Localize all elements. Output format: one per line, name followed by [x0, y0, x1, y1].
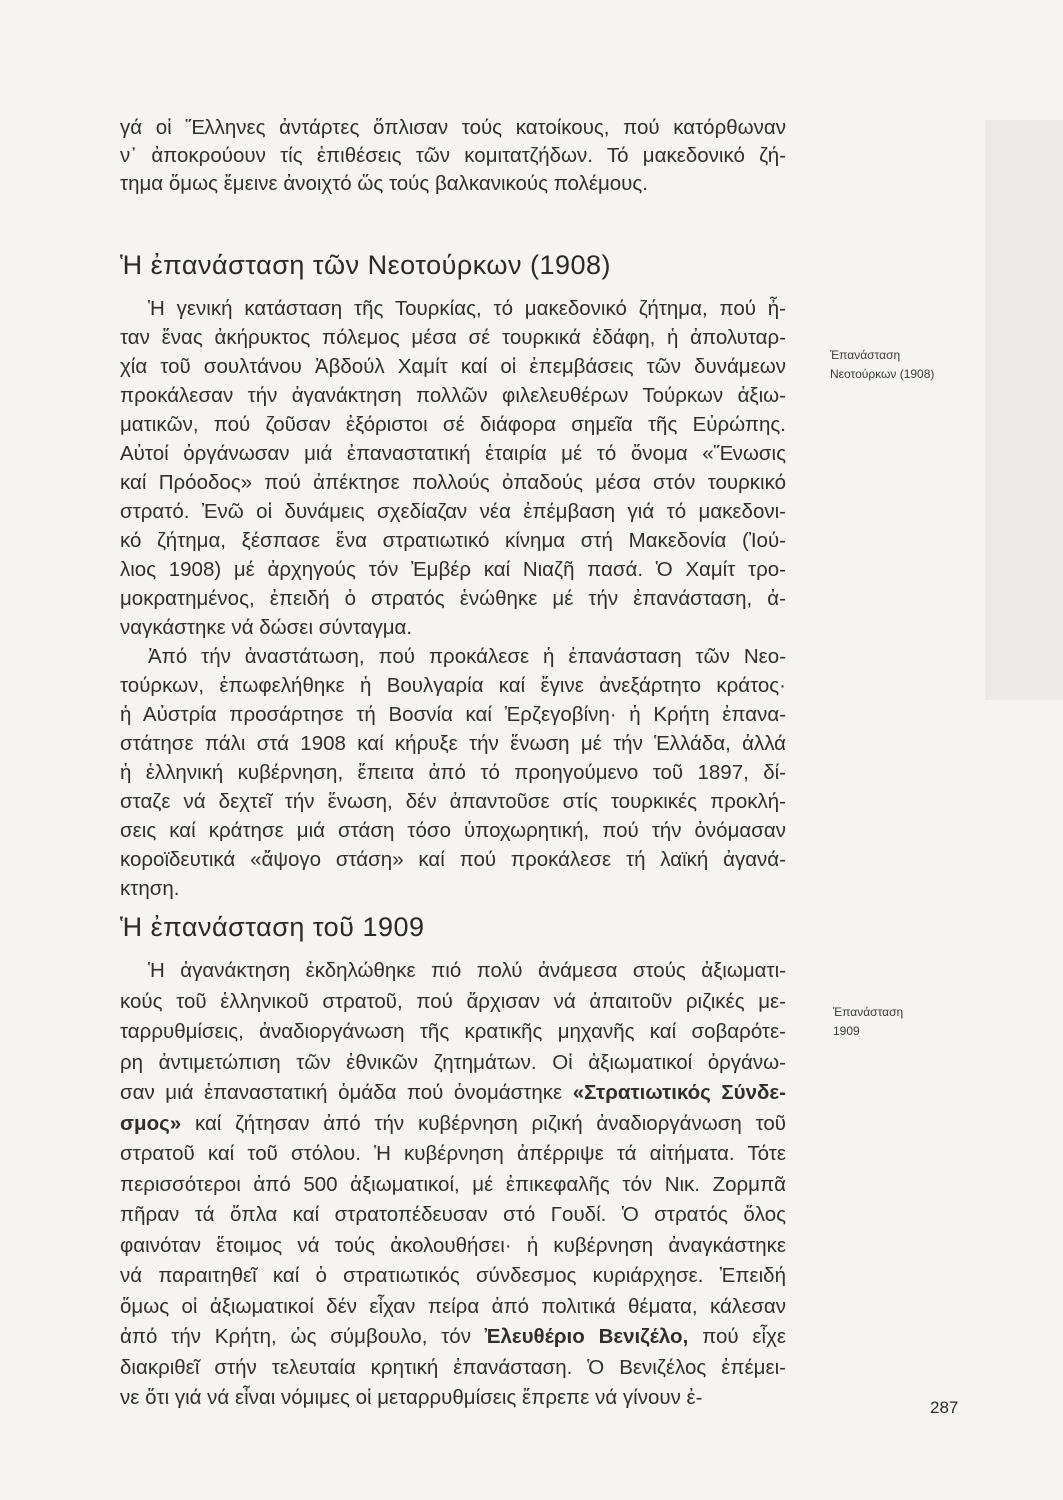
text-line: περισσότεροι ἀπό 500 ἀξιωματικοί, μέ ἐπικεφαλῆς τόν Νικ. Ζορμπᾶ: [120, 1172, 786, 1196]
text-line: κούς τοῦ ἑλληνικοῦ στρατοῦ, πού ἄρχισαν νά ἀπαιτοῦν ριζικές με-: [120, 989, 786, 1013]
text-line: φαινόταν ἕτοιμος νά τούς ἀκολουθήσει· ἡ κυβέρνηση ἀναγκάστηκε: [120, 1233, 786, 1257]
bold-term: σμος»: [120, 1111, 182, 1135]
text-segment: πού εἶχε: [688, 1325, 786, 1348]
text-line: ταρρυθμίσεις, ἀναδιοργάνωση τῆς κρατικῆς μηχανῆς καί σοβαρότε-: [120, 1020, 786, 1043]
text-line: γά οἱ Ἕλληνες ἀντάρτες ὅπλισαν τούς κατοίκους, πού κατόρθωναν: [120, 116, 786, 139]
text-line: κτηση.: [120, 877, 180, 900]
text-line: ὅμως οἱ ἀξιωματικοί δέν εἶχαν πείρα ἀπό πολιτικά θέματα, κάλεσαν: [120, 1294, 786, 1318]
text-segment: ἀπό τήν Κρήτη, ὡς σύμβουλο, τόν: [120, 1325, 485, 1348]
text-line: κό ζήτημα, ξέσπασε ἕνα στρατιωτικό κίνημα στή Μακεδονία (Ἰού-: [120, 529, 786, 552]
text-line: προκάλεσαν τήν ἀγανάκτηση πολλῶν φιλελευθέρων Τούρκων ἀξιω-: [120, 384, 786, 407]
text-segment: σαν μιά ἐπαναστατική ὁμάδα πού ὀνομάστηκε: [120, 1081, 573, 1104]
margin-note-young-turks: [830, 346, 934, 384]
text-line: Ἡ ἀγανάκτηση ἐκδηλώθηκε πιό πολύ ἀνάμεσα στούς ἀξιωματι-: [148, 959, 786, 982]
text-line: [120, 1078, 786, 1109]
text-line: στάτησε πάλι στά 1908 καί κήρυξε τήν ἕνωση μέ τήν Ἑλλάδα, ἀλλά: [120, 732, 786, 755]
margin-note-line: Νεοτούρκων (1908): [830, 367, 935, 381]
text-line: τούρκων, ἐπωφελήθηκε ἡ Βουλγαρία καί ἔγινε ἀνεξάρτητο κράτος·: [120, 674, 786, 697]
paragraph-intro: [120, 114, 786, 198]
text-line: ἡ ἑλληνική κυβέρνηση, ἔπειτα ἀπό τό προηγούμενο τοῦ 1897, δί-: [120, 761, 786, 784]
text-line: Ἀπό τήν ἀναστάτωση, πού προκάλεσε ἡ ἐπανάσταση τῶν Νεο-: [148, 645, 786, 668]
text-line: καί Πρόοδος» πού ἀπέκτησε πολλούς ὀπαδούς μέσα στόν τουρκικό: [120, 471, 786, 494]
heading-1909-revolution: Ἡ ἐπανάσταση τοῦ 1909: [120, 912, 425, 942]
text-line: στρατοῦ καί τοῦ στόλου. Ἡ κυβέρνηση ἀπέρριψε τά αἰτήματα. Τότε: [120, 1142, 786, 1165]
text-line: διακριθεῖ στήν τελευταία κρητική ἐπανάσταση. Ὁ Βενιζέλος ἐπέμει-: [120, 1355, 786, 1379]
text-line: στρατό. Ἐνῶ οἱ δυνάμεις σχεδίαζαν νέα ἐπέμβαση γιά τό μακεδονι-: [120, 500, 786, 523]
page-number: 287: [930, 1398, 959, 1417]
text-line: ναγκάστηκε νά δώσει σύνταγμα.: [120, 616, 413, 639]
bold-term: Ἐλευθέριο Βενιζέλο,: [484, 1325, 689, 1348]
paragraph-young-turks: [120, 294, 786, 903]
text-line: μοκρατημένος, ἐπειδή ὁ στρατός ἑνώθηκε μέ τήν ἐπανάσταση, ἀ-: [120, 587, 786, 610]
margin-note-line: 1909: [833, 1024, 860, 1038]
text-line: [120, 1109, 786, 1140]
text-line: ἡ Αὐστρία προσάρτησε τή Βοσνία καί Ἐρζεγοβίνη· ἡ Κρήτη ἐπανα-: [120, 703, 786, 726]
page-edge-shadow: [985, 120, 1063, 700]
heading-young-turks: Ἡ ἐπανάσταση τῶν Νεοτούρκων (1908): [120, 250, 612, 280]
text-line: ματικῶν, πού ζοῦσαν ἐξόριστοι σέ διάφορα σημεῖα τῆς Εὐρώπης.: [120, 413, 786, 436]
text-line: κοροϊδευτικά «ἄψογο στάση» καί πού προκάλεσε τή λαϊκή ἀγανά-: [120, 848, 786, 871]
margin-note-line: Ἐπανάσταση: [830, 348, 901, 362]
text-line: ρη ἀντιμετώπιση τῶν ἐθνικῶν ζητημάτων. Οἱ ἀξιωματικοί ὀργάνω-: [120, 1050, 786, 1074]
text-line: [120, 1322, 786, 1353]
text-line: σεις καί κράτησε μιά στάση τόσο ὑποχωρητική, πού τήν ὀνόμασαν: [120, 819, 786, 842]
text-line: σταζε νά δεχτεῖ τήν ἕνωση, δέν ἀπαντοῦσε στίς τουρκικές προκλή-: [120, 790, 786, 813]
text-line: ταν ἕνας ἀκήρυκτος πόλεμος μέσα σέ τουρκικά ἐδάφη, ἡ ἀπολυταρ-: [120, 326, 786, 349]
text-line: τημα ὅμως ἔμεινε ἀνοιχτό ὥς τούς βαλκανικούς πολέμους.: [120, 172, 648, 195]
bold-term: «Στρατιωτικός Σύνδε-: [572, 1081, 786, 1104]
text-line: χία τοῦ σουλτάνου Ἀβδούλ Χαμίτ καί οἱ ἐπεμβάσεις τῶν δυνάμεων: [120, 355, 786, 378]
text-line: Αὐτοί ὀργάνωσαν μιά ἐπαναστατική ἑταιρία μέ τό ὄνομα «Ἕνωσις: [120, 442, 786, 465]
paragraph-1909-revolution: [120, 956, 786, 1414]
text-line: πῆραν τά ὅπλα καί στρατοπέδευσαν στό Γουδί. Ὁ στρατός ὅλος: [120, 1203, 786, 1226]
text-line: νε ὅτι γιά νά εἶναι νόμιμες οἱ μεταρρυθμίσεις ἔπρεπε νά γίνουν ἐ-: [120, 1386, 703, 1409]
text-line: νά παραιτηθεῖ καί ὁ στρατιωτικός σύνδεσμος κυριάρχησε. Ἐπειδή: [120, 1264, 786, 1287]
text-line: ν᾿ ἀποκρούουν τίς ἐπιθέσεις τῶν κομιτατζήδων. Τό μακεδονικό ζή-: [120, 144, 786, 167]
text-line: λιος 1908) μέ ἀρχηγούς τόν Ἐμβέρ καί Νιαζῆ πασά. Ὁ Χαμίτ τρο-: [120, 558, 786, 581]
margin-note-line: Ἐπανάσταση: [833, 1005, 904, 1019]
text-line: Ἡ γενική κατάσταση τῆς Τουρκίας, τό μακεδονικό ζήτημα, πού ἦ-: [148, 297, 786, 320]
text-segment: καί ζήτησαν ἀπό τήν κυβέρνηση ριζική ἀναδιοργάνωση τοῦ: [181, 1111, 786, 1135]
margin-note-1909: [833, 1003, 903, 1041]
